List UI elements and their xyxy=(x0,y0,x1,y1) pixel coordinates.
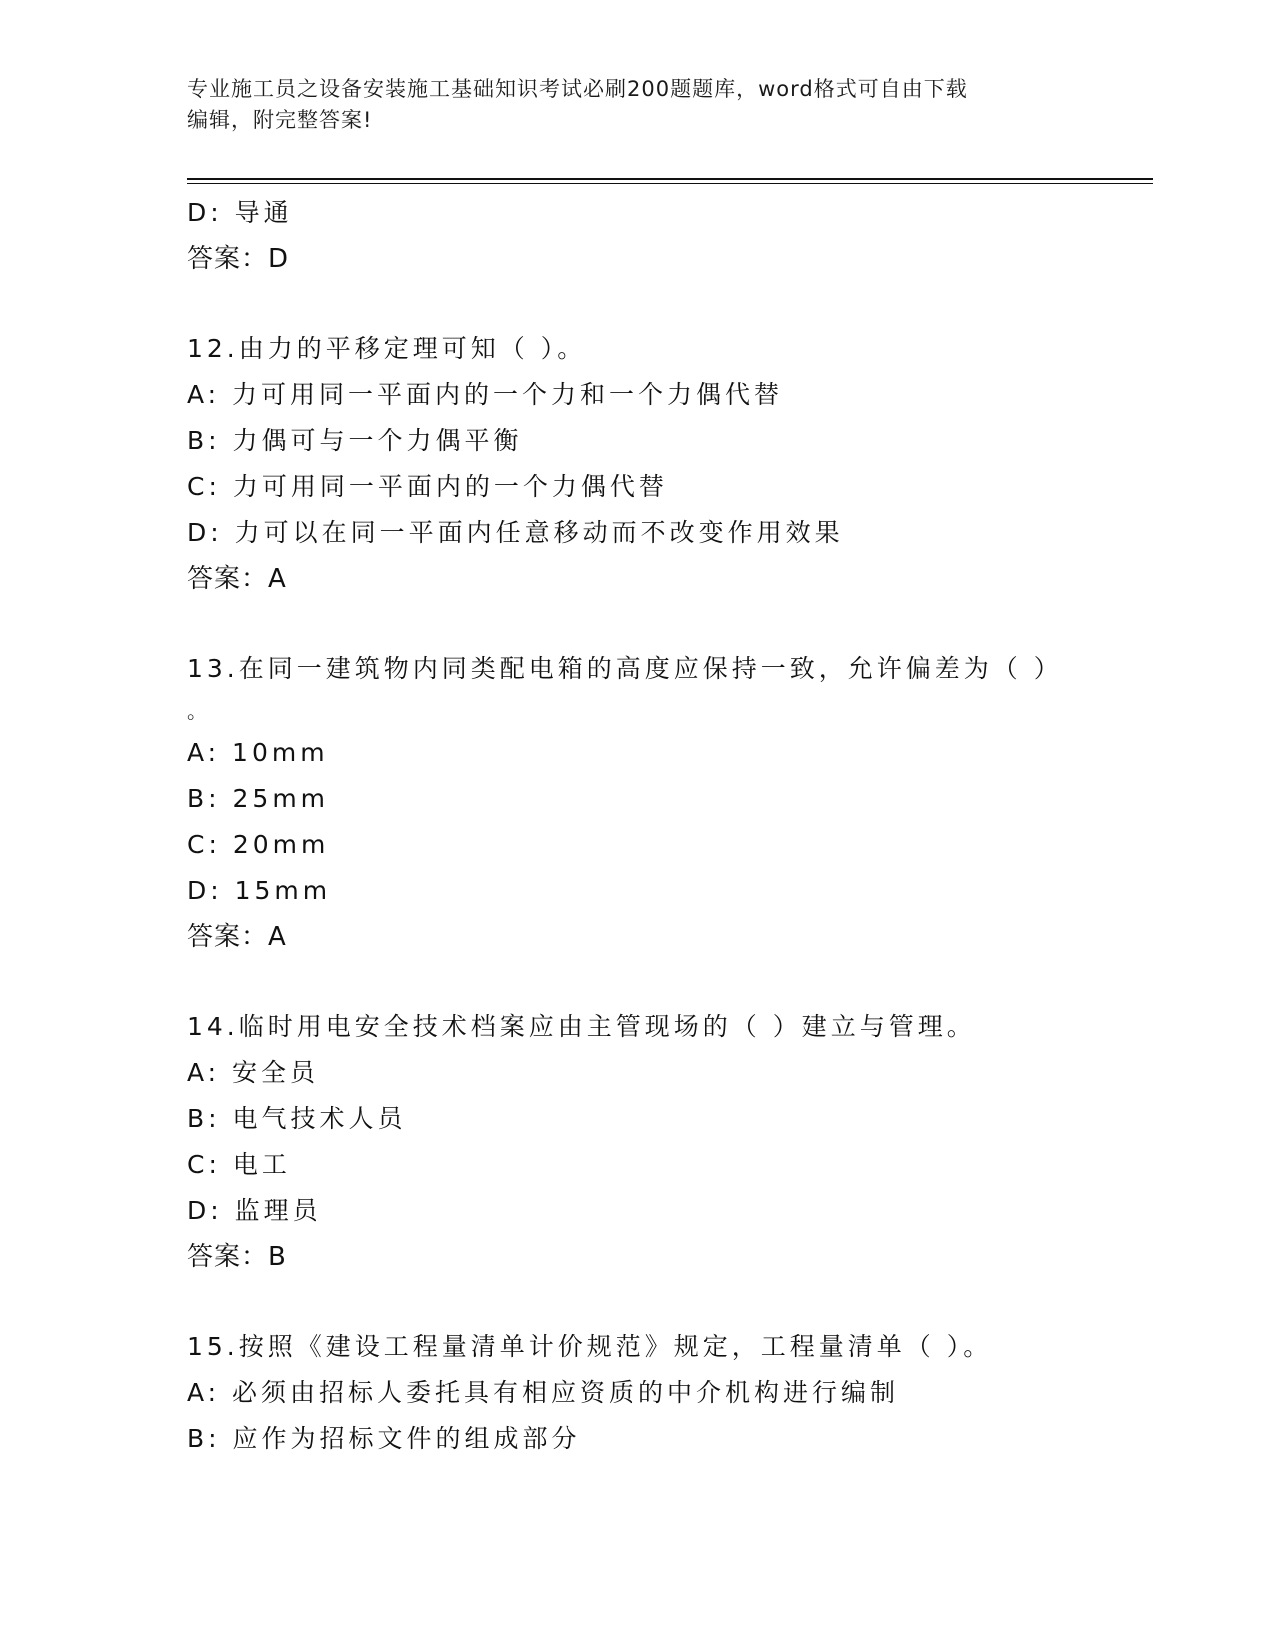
previous-question-tail xyxy=(187,190,1087,282)
option-c: C: 力可用同一平面内的一个力偶代替 xyxy=(187,472,668,501)
header-divider-thick xyxy=(187,178,1153,180)
question-list xyxy=(187,190,1087,1462)
option-b: B: 电气技术人员 xyxy=(187,1104,407,1133)
header-title-line-2: 编辑，附完整答案! xyxy=(187,108,373,132)
answer: 答案：B xyxy=(187,1242,287,1272)
question-12 xyxy=(187,326,1087,602)
option-a: A: 力可用同一平面内的一个力和一个力偶代替 xyxy=(187,380,784,409)
question-14 xyxy=(187,1004,1087,1280)
option-c: C: 电工 xyxy=(187,1150,291,1179)
question-stem: 14.临时用电安全技术档案应由主管现场的（ ）建立与管理。 xyxy=(187,1012,976,1041)
page-header xyxy=(187,74,1067,136)
answer: 答案：D xyxy=(187,244,290,274)
header-divider-thin xyxy=(187,183,1153,184)
question-stem: 12.由力的平移定理可知（ ）。 xyxy=(187,334,587,363)
option-c: C: 20mm xyxy=(187,830,330,859)
option-b: B: 应作为招标文件的组成部分 xyxy=(187,1424,581,1453)
question-15 xyxy=(187,1324,1087,1462)
option-a: A: 10mm xyxy=(187,738,329,767)
option-a: A: 安全员 xyxy=(187,1058,320,1087)
answer: 答案：A xyxy=(187,564,287,594)
option-b: B: 力偶可与一个力偶平衡 xyxy=(187,426,523,455)
question-13 xyxy=(187,646,1087,960)
question-stem: 15.按照《建设工程量清单计价规范》规定，工程量清单（ ）。 xyxy=(187,1332,993,1361)
option-a: A: 必须由招标人委托具有相应资质的中介机构进行编制 xyxy=(187,1378,900,1407)
header-title-line-1: 专业施工员之设备安装施工基础知识考试必刷200题题库，word格式可自由下载 xyxy=(187,77,968,101)
option-d: D: 监理员 xyxy=(187,1196,322,1225)
option-d: D: 导通 xyxy=(187,198,293,227)
answer: 答案：A xyxy=(187,922,287,952)
option-b: B: 25mm xyxy=(187,784,330,813)
question-stem: 13.在同一建筑物内同类配电箱的高度应保持一致，允许偏差为（ ） xyxy=(187,654,1063,683)
option-d: D: 力可以在同一平面内任意移动而不改变作用效果 xyxy=(187,518,844,547)
option-d: D: 15mm xyxy=(187,876,332,905)
question-stem-continuation: 。 xyxy=(187,699,207,723)
